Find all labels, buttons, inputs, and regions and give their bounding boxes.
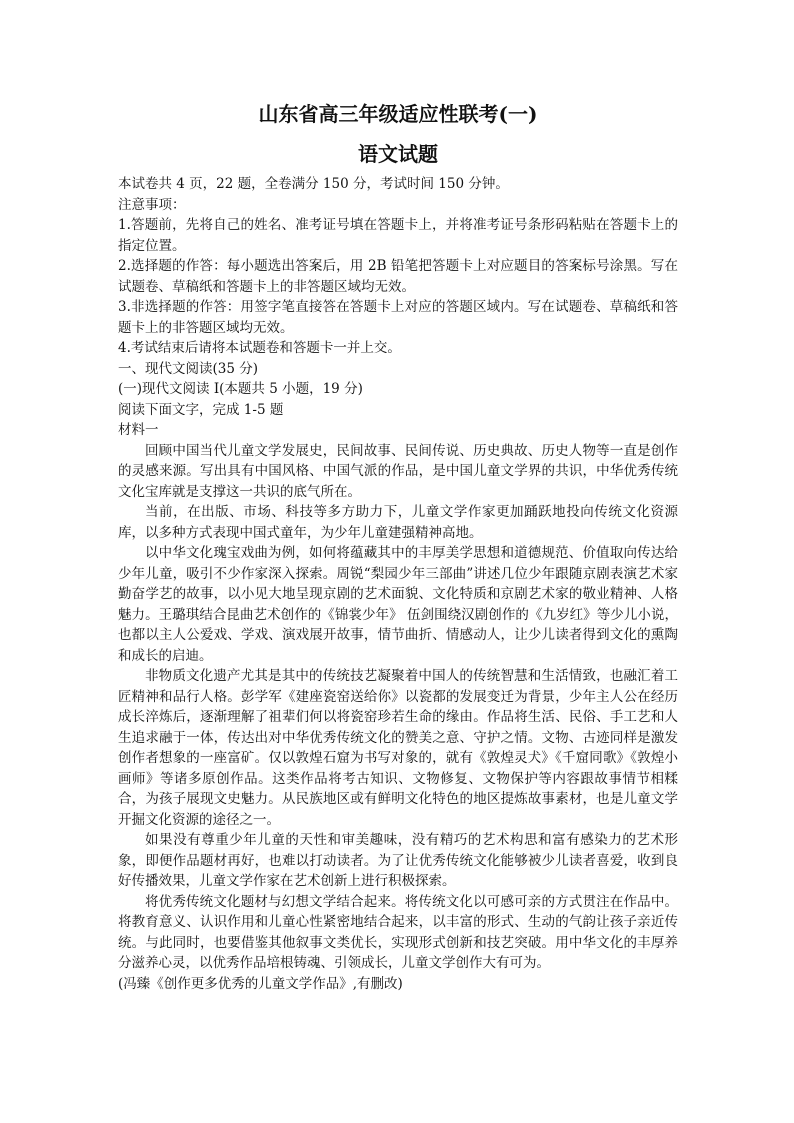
exam-title: 山东省高三年级适应性联考(一) [258,102,538,126]
material-paragraph: 非物质文化遗产尤其是其中的传统技艺凝聚着中国人的传统智慧和生活情致，也融汇着工匠精神和品行人格。彭学军《建座瓷窑送给你》以瓷都的发展变迁为背景，少年主人公在经历成长淬炼后，逐渐理解了祖辈们何以将瓷窑珍若生命的缘由。作品将生活、民俗、手工艺和人生追求融于一体，传达出对中华优秀传统文化的赞美之意、守护之情。文物、古迹同样是激发创作者想象的一座富矿。仅以敦煌石窟为书写对象的，就有《敦煌灵犬》《千窟同歌》《敦煌小画师》等诸多原创作品。这类作品将考古知识、文物修复、文物保护等内容跟故事情节相糅合，为孩子展现文史魅力。从民族地区或有鲜明文化特色的地区提炼故事素材，也是儿童文学开掘文化资源的途径之一。 [118,668,678,828]
notice-item-3: 3.非选择题的作答：用签字笔直接答在答题卡上对应的答题区域内。写在试题卷、草稿纸和答题卡上的非答题区域均无效。 [118,299,678,336]
material-paragraph: 当前，在出版、市场、科技等多方助力下，儿童文学作家更加踊跃地投向传统文化资源库，以多种方式表现中国式童年，为少年儿童建强精神高地。 [118,504,678,541]
exam-intro: 本试卷共 4 页，22 题，全卷满分 150 分，考试时间 150 分钟。 [118,176,509,192]
material-paragraph: 如果没有尊重少年儿童的天性和审美趣味，没有精巧的艺术构思和富有感染力的艺术形象，即便作品题材再好，也难以打动读者。为了让优秀传统文化能够被少儿读者喜爱，收到良好传播效果，儿童文学作家在艺术创新上进行积极探索。 [118,832,678,889]
notice-heading: 注意事项： [118,196,186,213]
material-label: 材料一 [118,422,159,438]
material-paragraph: 回顾中国当代儿童文学发展史，民间故事、民间传说、历史典故、历史人物等一直是创作的灵感来源。写出具有中国风格、中国气派的作品，是中国儿童文学界的共识，中华优秀传统文化宝库就是支撑这一共识的底气所在。 [118,442,678,500]
material-paragraph: 以中华文化瑰宝戏曲为例，如何将蕴藏其中的丰厚美学思想和道德规范、价值取向传达给少年儿童，吸引不少作家深入探索。周锐“梨园少年三部曲”讲述几位少年跟随京剧表演艺术家勤奋学艺的故事，以小见大地呈现京剧的艺术面貌、文化特质和京剧艺术家的敬业精神、人格魅力。王璐琪结合昆曲艺术创作的《锦裳少年》 伍剑围绕汉剧创作的《九岁红》等少儿小说，也都以主人公爱戏、学戏、演戏展开故事，情节曲折、情感动人，让少儿读者得到文化的熏陶和成长的启迪。 [118,545,678,664]
exam-subject: 语文试题 [358,142,438,166]
material-source: (冯臻《创作更多优秀的儿童文学作品》,有删改) [118,975,403,992]
section-heading: 一、现代文阅读(35 分) [118,360,259,377]
subsection-heading: (一)现代文阅读 I(本题共 5 小题，19 分) [118,381,363,397]
reading-instruction: 阅读下面文字，完成 1-5 题 [118,401,284,418]
exam-page [118,100,678,994]
notice-item-4: 4.考试结束后请将本试题卷和答题卡一并上交。 [118,340,401,356]
material-paragraph: 将优秀传统文化题材与幻想文学结合起来。将传统文化以可感可亲的方式贯注在作品中。将教育意义、认识作用和儿童心性紧密地结合起来，以丰富的形式、生动的气韵让孩子亲近传统。与此同时，也要借鉴其他叙事文类优长，实现形式创新和技艺突破。用中华文化的丰厚养分滋养心灵，以优秀作品培根铸魂、引领成长，儿童文学创作大有可为。 [118,893,678,971]
notice-item-1: 1.答题前，先将自己的姓名、准考证号填在答题卡上，并将准考证号条形码粘贴在答题卡上的指定位置。 [118,217,678,254]
notice-item-2: 2.选择题的作答：每小题选出答案后，用 2B 铅笔把答题卡上对应题目的答案标号涂黑。写在试题卷、草稿纸和答题卡上的非答题区域均无效。 [118,258,678,295]
